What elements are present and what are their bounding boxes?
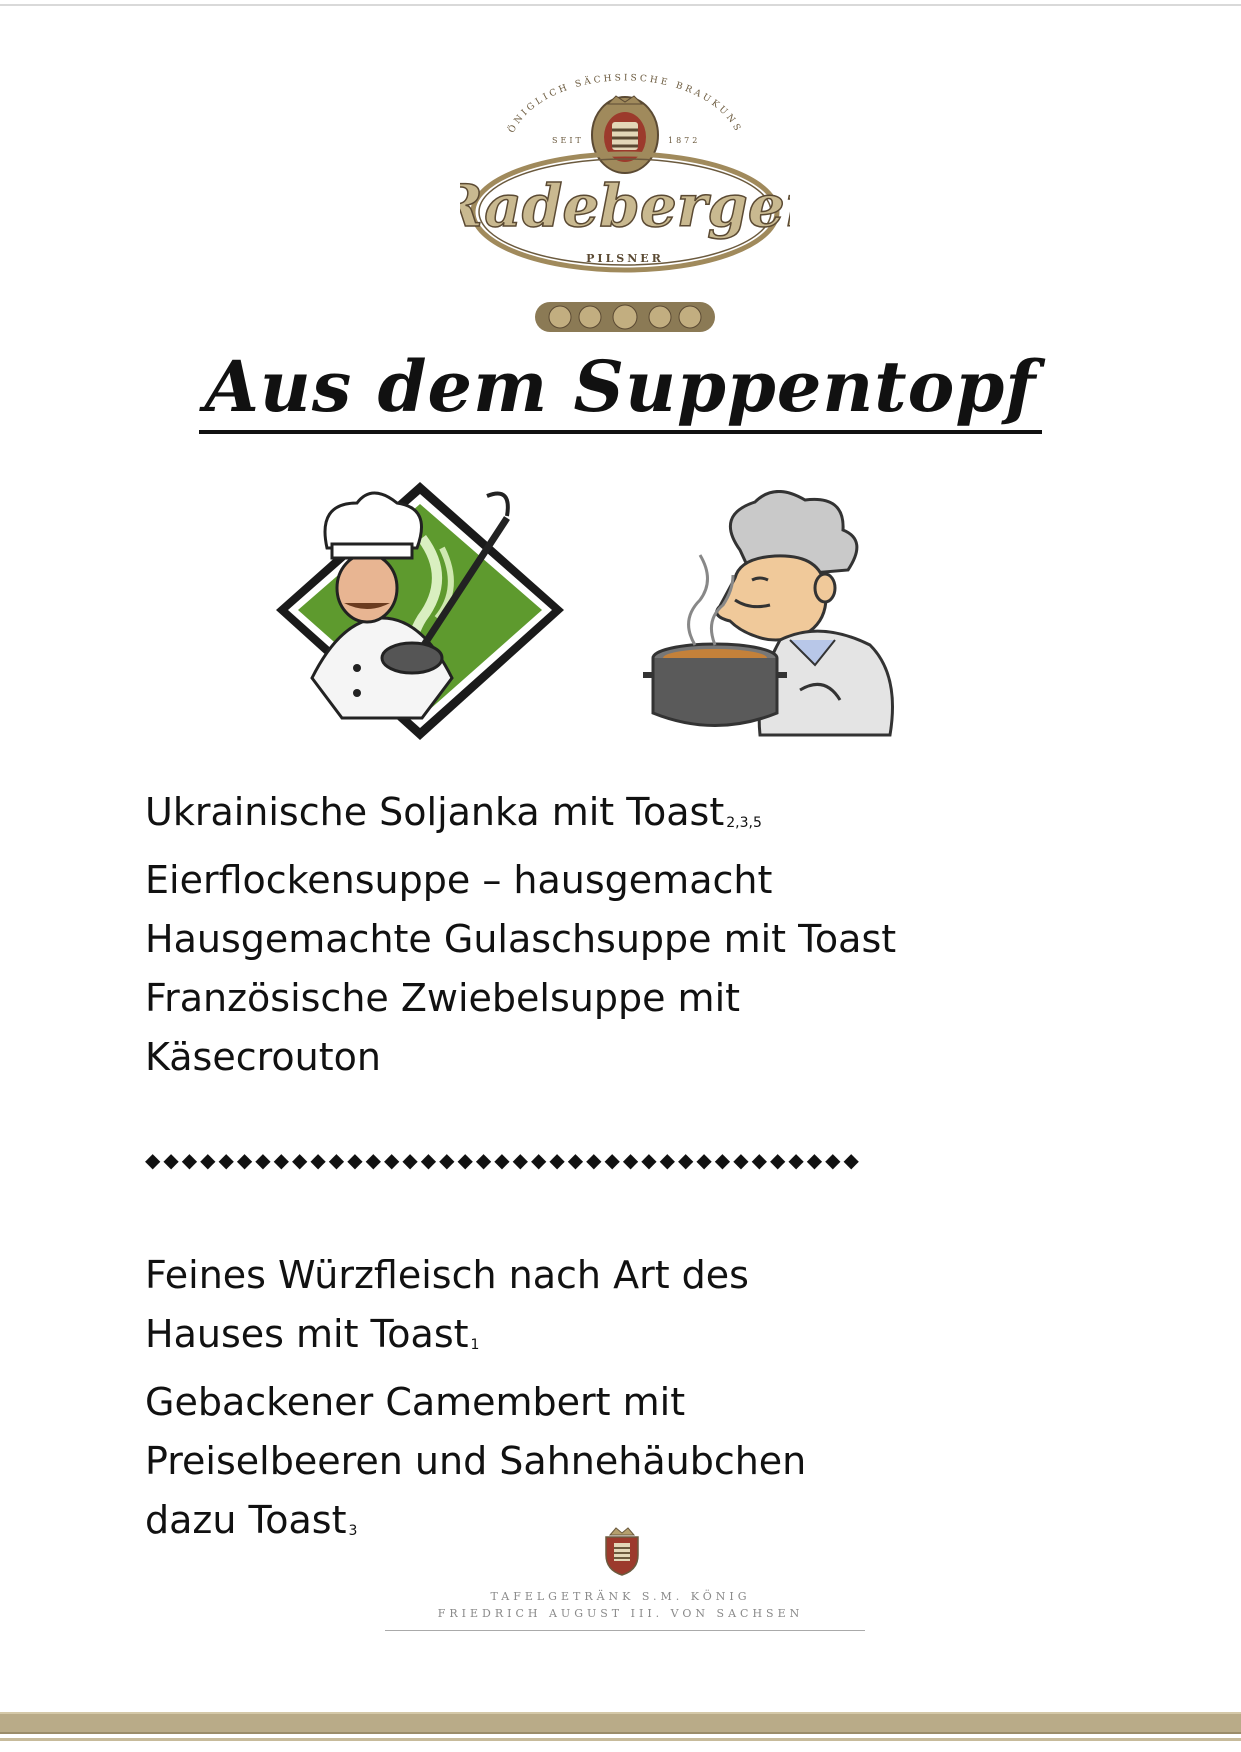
radeberger-logo [460, 70, 790, 340]
svg-text:Radeberger: adeberge [484, 172, 785, 240]
page-title: Aus dem Suppentopf [0, 345, 1241, 428]
bottom-border [0, 1712, 1241, 1734]
top-border [0, 4, 1241, 6]
menu-item: Ukrainische Soljanka mit Toast $_{2,3,5}$ [145, 790, 762, 834]
footer-line-2: FRIEDRICH AUGUST III. VON SACHSEN [437, 1607, 804, 1620]
menu-item: Französische Zwiebelsuppe mit [145, 976, 741, 1020]
menu-item: Hausgemachte Gulaschsuppe mit Toast [145, 917, 897, 961]
menu-item: Gebackener Camembert mit [145, 1380, 686, 1424]
svg-text:SEIT: SEIT [552, 136, 584, 145]
chef-smelling-pot-icon [640, 490, 925, 745]
menu-item: Käsecrouton [145, 1035, 381, 1079]
diamond-divider: ◆◆◆◆◆◆◆◆◆◆◆◆◆◆◆◆◆◆◆◆◆◆◆◆◆◆◆◆◆◆◆◆◆◆◆◆◆◆◆ [145, 1148, 862, 1172]
starter-menu-list [145, 1246, 806, 1559]
footer-divider [385, 1630, 865, 1631]
svg-text:KÖNIGLICH SÄCHSISCHE BRAUKUNST: ÖNIGLICH SÄCHSISCHE BRAUKUNS [507, 73, 744, 136]
royal-crest-icon [600, 1525, 644, 1577]
soup-menu-list [145, 783, 896, 1087]
menu-item: dazu Toast $_3$ [145, 1498, 358, 1542]
menu-item: Eierflockensuppe – hausgemacht [145, 858, 773, 902]
svg-text:1872: 1872 [668, 136, 701, 145]
menu-item: Hauses mit Toast $_1$ [145, 1312, 480, 1356]
svg-text:PILSNER: PILSNER [586, 252, 664, 265]
footer-line-1: TAFELGETRÄNK S.M. KÖNIG [490, 1590, 751, 1603]
bottom-border-thin [0, 1738, 1241, 1741]
menu-item: Feines Würzfleisch nach Art des [145, 1253, 749, 1297]
menu-item: Preiselbeeren und Sahnehäubchen [145, 1439, 807, 1483]
chef-with-ladle-icon [272, 478, 567, 743]
